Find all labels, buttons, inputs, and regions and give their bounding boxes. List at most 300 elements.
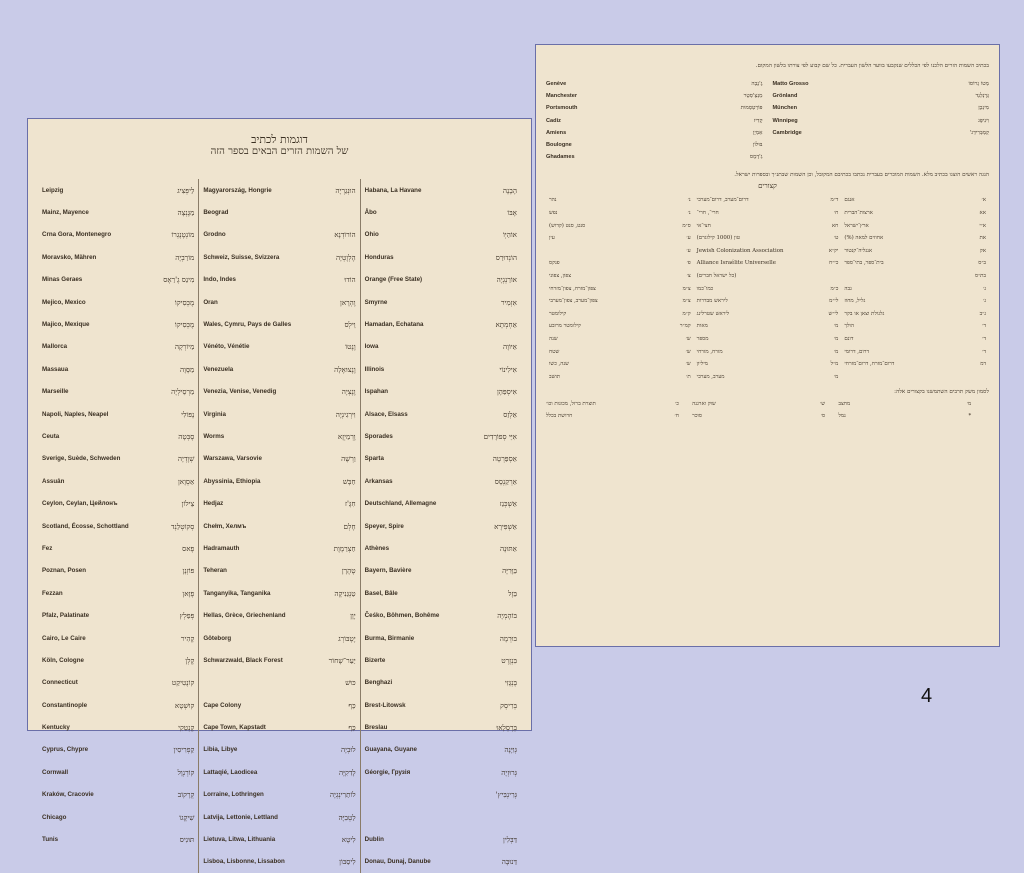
place-hebrew-name: קוּשְׁטָא	[174, 700, 195, 710]
abbreviation-row	[549, 333, 691, 346]
abbreviation-row	[697, 370, 839, 383]
place-row	[365, 403, 517, 425]
abbreviation: צ״מ	[682, 285, 691, 292]
place-row	[203, 627, 355, 649]
place-latin-name: Breslau	[364, 724, 388, 732]
place-latin-name: Vénéto, Vénétie	[203, 343, 250, 351]
example-hebrew: גֶ'נֶבָה	[751, 80, 763, 87]
place-hebrew-name: אַלְזַס	[503, 409, 517, 419]
place-hebrew-name: סֶבְּטָה	[178, 431, 195, 441]
place-row	[42, 761, 194, 783]
place-hebrew-name: מַגֶּנְצָה	[177, 208, 195, 218]
place-hebrew-name: אַסְפַּרְטָה	[492, 454, 517, 464]
abbreviation: א׳	[981, 197, 987, 204]
place-row	[42, 492, 194, 514]
abbreviation: כ״מ	[830, 285, 839, 292]
place-hebrew-name: יַעַר־שָׁחוֹר	[328, 655, 356, 665]
abbreviation-meaning: Jewish Colonization Association	[696, 247, 784, 254]
example-row	[773, 90, 990, 102]
place-row	[365, 716, 517, 738]
place-row	[203, 425, 355, 447]
place-latin-name: Cape Colony	[203, 701, 242, 709]
example-latin: Cambridge	[772, 129, 802, 136]
abbreviation: ס׳	[820, 413, 826, 420]
place-latin-name: Grodno	[203, 231, 226, 239]
abbreviation: צ׳	[686, 272, 691, 279]
place-row	[42, 515, 194, 537]
economy-paragraph: לסמון משק תרבים השתמשנו בקצורים אלה:	[894, 388, 989, 395]
place-hebrew-name: דַּנוּבָּה	[501, 857, 517, 867]
place-row	[365, 649, 517, 671]
abbreviation-meaning: גבה	[844, 285, 852, 292]
abbreviation-row	[697, 257, 839, 270]
place-hebrew-name: הָבָנָה	[502, 185, 517, 195]
example-latin: München	[772, 105, 798, 112]
place-hebrew-name: מַיוֹרְקָה	[174, 342, 195, 352]
place-row	[365, 537, 517, 559]
place-row	[365, 179, 517, 201]
abbreviation: את	[979, 235, 987, 242]
abbreviation-row	[697, 333, 839, 346]
place-latin-name: Ohio	[364, 231, 379, 239]
place-row	[203, 269, 355, 291]
place-row	[42, 649, 194, 671]
example-row	[546, 102, 763, 114]
place-hebrew-name: גְּרִינְבִּיץ'	[495, 790, 517, 800]
place-hebrew-name: אָבּוֹ	[507, 208, 517, 218]
example-hebrew: גַ'דָמֶס	[749, 154, 763, 161]
place-latin-name: Constantinople	[42, 701, 88, 709]
example-row	[773, 78, 990, 90]
place-latin-name: Virginia	[203, 410, 226, 418]
place-hebrew-name: בִּנְזֶרְט	[501, 655, 517, 665]
place-row	[203, 828, 355, 850]
place-latin-name: Poznan, Posen	[42, 567, 87, 575]
example-row	[546, 151, 763, 163]
place-latin-name: Mejico, Mexico	[42, 298, 86, 306]
place-hebrew-name: כֵּף	[348, 723, 356, 733]
example-latin: Manchester	[546, 92, 578, 99]
place-hebrew-name: אִילִינוֹי	[499, 364, 517, 374]
place-hebrew-name: לִיסַבּוֹן	[339, 857, 356, 867]
abbreviation-row	[697, 219, 839, 232]
abbreviation-meaning: דרום־מערב, דרום־מערבי	[696, 197, 749, 204]
place-hebrew-name: חַצְרַמָוֶת	[333, 543, 356, 553]
place-latin-name: Fez	[42, 544, 53, 552]
place-latin-name: Kentucky	[42, 724, 70, 732]
place-latin-name: Hadramauth	[203, 544, 240, 552]
example-hebrew: בּוּלוֹן	[752, 142, 763, 149]
abbreviation-row	[697, 358, 839, 371]
place-latin-name: Abyssinia, Ethiopia	[203, 477, 261, 485]
place-hebrew-name: לַיפְּצִיג	[177, 185, 195, 195]
abbreviation: אא	[979, 209, 987, 216]
abbreviation: חא	[831, 222, 839, 229]
abbreviation-meaning: ארצות־הברית	[844, 209, 873, 216]
place-row	[203, 492, 355, 514]
place-hebrew-name: וֶנֶצְיָה	[341, 387, 356, 397]
abbreviation-meaning: דונם	[844, 335, 854, 342]
place-latin-name: Honduras	[364, 253, 394, 261]
place-hebrew-name: אוֹרַנְגְיָה	[496, 275, 517, 285]
place-row	[365, 448, 517, 470]
place-hebrew-name: בַּוָּרִיָּה	[502, 566, 517, 576]
abbreviation: ש׳	[685, 361, 691, 368]
place-hebrew-name: אַשְׁפִּירָא	[494, 521, 517, 531]
abbreviation: ד׳	[982, 323, 987, 330]
abbreviation: כ׳	[675, 400, 679, 407]
abbreviation-meaning: מחצב	[838, 400, 851, 407]
place-latin-name: Burma, Birmanie	[364, 634, 415, 642]
abbreviation-row	[549, 207, 691, 220]
place-hebrew-name: נָפּוֹלִי	[181, 409, 195, 419]
abbreviation-row	[697, 320, 839, 333]
abbreviation-row	[549, 282, 691, 295]
place-latin-name: Oran	[203, 298, 218, 306]
abbreviation-row	[549, 244, 691, 257]
abbreviation: *	[968, 413, 972, 420]
abbreviation-meaning: Alliance Israélite Universelle	[696, 260, 776, 267]
abbreviation: מ׳	[833, 373, 839, 380]
example-row	[546, 127, 763, 139]
place-latin-name: Lorraine, Lothringen	[203, 791, 264, 799]
place-row	[203, 672, 355, 694]
example-row	[546, 90, 763, 102]
place-row	[365, 739, 517, 761]
place-hebrew-name: חִגָּ'ז	[345, 499, 356, 509]
intro-paragraph: בכתיב השמות הזרים הלכנו לפי הכללים שנקבעו בוועד הלשון העברית. כל שם קבוע לפי צורתו בלשון המקום.	[755, 63, 989, 69]
place-latin-name: Lisboa, Lisbonne, Lissabon	[203, 858, 285, 866]
place-hebrew-name: בֶּנְגָּזִי	[504, 678, 517, 688]
place-hebrew-name: קַפְרִיסִין	[173, 745, 195, 755]
place-row	[42, 403, 194, 425]
place-hebrew-name: פֶאס	[182, 543, 195, 553]
abbreviation: ש׳	[685, 348, 691, 355]
abbreviations-column-left	[546, 194, 694, 383]
place-hebrew-name: אִיסְפַּהָן	[496, 387, 517, 397]
place-latin-name: Åbo	[364, 209, 377, 217]
abbreviation-row	[844, 295, 986, 308]
abbreviation-row	[844, 257, 986, 270]
place-latin-name: Benghazi	[364, 679, 393, 687]
place-hebrew-name: גְּוִיָּנָה	[504, 745, 517, 755]
abbreviation-meaning: חרושת בכלל	[546, 413, 573, 420]
place-row	[42, 470, 194, 492]
place-latin-name: Brest-Litowsk	[364, 701, 406, 709]
place-hebrew-name: יֶטֶבּוֹרְג	[338, 633, 356, 643]
place-row	[42, 425, 194, 447]
place-latin-name: Mainz, Mayence	[42, 209, 89, 217]
place-latin-name: Teheran	[203, 567, 227, 575]
abbreviation-row	[697, 270, 839, 283]
abbreviation-meaning: הולך	[844, 323, 854, 330]
abbreviation: פ׳	[686, 260, 691, 267]
abbreviation: כי״ח	[829, 260, 839, 267]
abbreviation-row	[844, 270, 986, 283]
place-row	[203, 649, 355, 671]
abbreviation: ק״מ	[682, 310, 691, 317]
place-latin-name: Tunis	[42, 836, 59, 844]
example-row	[546, 114, 763, 126]
abbreviation-meaning: צפון־מזרח, צפון־מזרחי	[549, 285, 596, 292]
place-row	[42, 604, 194, 626]
place-hebrew-name: פּוֹזְנָן	[182, 566, 195, 576]
place-latin-name: Libia, Libye	[203, 746, 238, 754]
place-latin-name: Basel, Bâle	[364, 589, 398, 597]
place-row	[365, 358, 517, 380]
abbreviation-row	[549, 270, 691, 283]
place-latin-name: Arkansas	[364, 477, 393, 485]
slide-page-number: 4	[921, 685, 933, 707]
abbreviation: ד״מ	[830, 197, 839, 204]
example-latin: Genève	[546, 80, 567, 87]
example-hebrew: מַטוֹ גְרוֹסוֹ	[968, 80, 989, 87]
abbreviation-meaning: צפון־מערב, צפון־מערבי	[549, 298, 598, 305]
abbreviation: ד׳	[982, 348, 987, 355]
example-latin: Cadiz	[546, 117, 561, 124]
abbreviation: ד׳	[982, 335, 987, 342]
place-row	[203, 716, 355, 738]
place-hebrew-name: קֶלְן	[185, 655, 195, 665]
place-row	[42, 806, 194, 828]
abbreviation: ח׳	[833, 209, 839, 216]
abbreviation: מ׳	[833, 335, 839, 342]
place-row	[203, 470, 355, 492]
abbreviation-meaning: טון (1000 קילוגרם)	[696, 235, 741, 242]
example-latin: Ghadames	[546, 154, 575, 161]
place-latin-name: Sporades	[364, 432, 393, 440]
abbreviation-meaning: דרום־מזרח, דרום־מזרחי	[844, 361, 895, 368]
abbreviation: ג׳	[982, 298, 987, 305]
place-latin-name: Warszawa, Varsovie	[203, 455, 262, 463]
place-latin-name: Marseille	[42, 388, 69, 396]
place-latin-name: Lattaqié, Laodicea	[203, 768, 258, 776]
abbreviation-row	[549, 358, 691, 371]
place-hebrew-name: יָוָן	[350, 611, 356, 621]
place-latin-name: Tanganyika, Tanganika	[203, 589, 271, 597]
place-hebrew-name: וִירְגִינְיָה	[335, 409, 356, 419]
place-latin-name: Guayana, Guyane	[364, 746, 417, 754]
example-latin: Matto Grosso	[772, 80, 809, 87]
abbreviation-row	[844, 244, 986, 257]
abbreviation: ע׳	[686, 247, 691, 254]
abbreviation: מ׳	[966, 400, 972, 407]
abbreviation-meaning: שטח	[549, 348, 560, 355]
place-latin-name: Cape Town, Kapstadt	[203, 724, 266, 732]
place-hebrew-name: בּוֹהֶמְיָה	[497, 611, 517, 621]
place-row	[203, 604, 355, 626]
place-latin-name: Scotland, Écosse, Schottland	[42, 522, 129, 530]
place-row	[365, 269, 517, 291]
place-row	[42, 627, 194, 649]
abbreviation-meaning: דרום, דרומי	[844, 348, 869, 355]
abbreviation-meaning: ליראש שטרלינג	[696, 310, 730, 317]
abbreviation-meaning: קילומטר	[549, 310, 567, 317]
abbreviation-row	[549, 232, 691, 245]
place-latin-name: Crna Gora, Montenegro	[42, 231, 112, 239]
place-latin-name: Indo, Indes	[203, 276, 236, 284]
economy-abbreviation-row	[838, 410, 971, 423]
place-latin-name: Bizerte	[364, 656, 386, 664]
abbreviation-row	[549, 257, 691, 270]
abbreviation-meaning: אנגליה־קנטור	[844, 247, 873, 254]
place-row	[365, 761, 517, 783]
abbreviation-meaning: אחוזים למאה (%)	[844, 235, 884, 242]
place-row	[365, 582, 517, 604]
place-hebrew-name: כּוּשׁ	[345, 678, 356, 688]
place-latin-name: Cyprus, Chypre	[42, 746, 89, 754]
abbreviation: דמ	[980, 361, 987, 368]
abbreviation: ג׳	[982, 285, 987, 292]
place-latin-name: Smyrne	[364, 298, 388, 306]
abbreviation: לי״מ	[829, 298, 839, 305]
place-row	[365, 336, 517, 358]
place-latin-name: Speyer, Spire	[364, 522, 404, 530]
place-row	[365, 851, 517, 873]
place-latin-name: Sparta	[364, 455, 384, 463]
place-hebrew-name: בְּרִיסְק	[500, 700, 517, 710]
abbreviation: יק״א	[828, 247, 839, 254]
economy-abbreviation-row	[546, 397, 679, 410]
place-hebrew-name: מֶכְּסִיקוֹ	[174, 297, 195, 307]
abbreviation-row	[844, 282, 986, 295]
place-latin-name: Mallorca	[42, 343, 68, 351]
place-row	[42, 448, 194, 470]
place-latin-name: Moravsko, Mähren	[42, 253, 97, 261]
abbreviation-row	[549, 345, 691, 358]
abbreviation-meaning: גלגולת וצאן או בקר	[844, 310, 885, 317]
abbreviation: ס״מ	[682, 222, 691, 229]
place-column	[198, 179, 359, 873]
example-hebrew: פּוֹרְטְסְמוּת	[740, 105, 763, 112]
abbreviation-meaning: מספר	[696, 335, 709, 342]
place-row	[42, 358, 194, 380]
example-hebrew: קָדִיז	[753, 117, 763, 124]
place-hebrew-name: אוֹהַיְוֹ	[502, 230, 517, 240]
abbreviation-meaning: נהר	[549, 197, 557, 204]
place-row	[42, 828, 194, 850]
abbreviation-meaning: שוק וארגנה	[692, 400, 716, 407]
place-latin-name: Habana, La Havane	[364, 186, 422, 194]
place-row	[203, 537, 355, 559]
abbreviation-row	[844, 232, 986, 245]
place-row	[365, 425, 517, 447]
abbreviation-row	[844, 320, 986, 333]
place-latin-name: Beograd	[203, 209, 229, 217]
abbreviation-row	[549, 307, 691, 320]
place-latin-name: Hamadan, Echatana	[364, 321, 424, 329]
place-row	[42, 739, 194, 761]
place-latin-name: Deutschland, Allemagne	[364, 500, 437, 508]
left-page-subtitle: של השמות הזרים הבאים בספר הזה	[210, 146, 349, 157]
abbreviation: ע׳	[686, 235, 691, 242]
place-row	[365, 492, 517, 514]
abbreviation-meaning: שנה, כשו	[549, 361, 569, 368]
place-row	[203, 582, 355, 604]
place-hebrew-name: מִינַס גֶ'רַאֶס	[163, 275, 195, 285]
place-hebrew-name: אִזְמִיר	[500, 297, 517, 307]
place-latin-name: Alsace, Elsass	[364, 410, 408, 418]
place-row	[365, 470, 517, 492]
place-row	[203, 291, 355, 313]
place-row	[203, 851, 355, 873]
place-hebrew-name: לוֹתַרִינְגְיָה	[329, 790, 356, 800]
abbreviation-meaning: חרי־, חרי־	[696, 209, 719, 216]
place-hebrew-name: אַתּוּנָה	[499, 543, 517, 553]
place-row	[42, 582, 194, 604]
example-latin: Amiens	[546, 129, 567, 136]
abbreviation-meaning: נמל	[838, 413, 846, 420]
place-hebrew-name: קְרָקוֹב	[177, 790, 195, 800]
place-latin-name: Massaua	[42, 365, 69, 373]
abbreviation-row	[549, 194, 691, 207]
place-latin-name: Venezia, Venise, Venedig	[203, 388, 277, 396]
place-row	[203, 403, 355, 425]
place-latin-name: Worms	[203, 432, 225, 440]
place-row	[203, 761, 355, 783]
place-latin-name: Illinois	[364, 365, 385, 373]
place-row	[42, 269, 194, 291]
abbreviation: ח׳	[674, 413, 679, 420]
abbreviations-title: קצורים	[758, 182, 777, 191]
abbreviation-row	[697, 194, 839, 207]
place-hebrew-name: גְּרוּזְיָה	[501, 767, 517, 777]
place-latin-name: Cairo, Le Caire	[42, 634, 86, 642]
place-latin-name: Köln, Cologne	[42, 656, 84, 664]
example-latin: Boulogne	[546, 142, 572, 149]
place-latin-name: Magyarország, Hongrie	[203, 186, 272, 194]
abbreviation-meaning: חצי־אי	[696, 222, 711, 229]
left-page-scan	[27, 118, 532, 867]
place-hebrew-name: הוֹדוּ	[344, 275, 356, 285]
place-latin-name: Athènes	[364, 544, 390, 552]
place-hebrew-name: הוֹנְדוּרַס	[495, 252, 517, 262]
place-hebrew-name: קוֹנֶטִיקַט	[171, 678, 195, 688]
abbreviation: ש׳	[685, 335, 691, 342]
place-row	[365, 515, 517, 537]
place-row	[203, 784, 355, 806]
abbreviation-meaning: תוצרת ברזל, מכונות וכו׳	[546, 400, 596, 407]
example-latin: Portsmouth	[546, 105, 578, 112]
abbreviation-row	[549, 295, 691, 308]
abbreviation: ב״ס	[978, 260, 987, 267]
place-latin-name: Čeśko, Böhmen, Bohême	[364, 612, 440, 620]
abbreviation-meaning: פנקס	[549, 260, 560, 267]
place-hebrew-name: לָדִקִיָּה	[338, 767, 356, 777]
abbreviation-meaning: נפש	[549, 209, 558, 216]
place-hebrew-name: צֵילוֹן	[181, 499, 195, 509]
economy-abbreviation-row	[692, 410, 825, 423]
place-hebrew-name: אַיוֹוָה	[502, 342, 517, 352]
place-latin-name: Hellas, Grèce, Griechenland	[203, 612, 286, 620]
place-hebrew-name: לוּבְיָה	[340, 745, 356, 755]
place-latin-name: Venezuela	[203, 365, 234, 373]
place-row	[42, 313, 194, 335]
place-hebrew-name: תּוּנִיס	[179, 835, 195, 845]
place-latin-name: Sverige, Suède, Schweden	[42, 455, 121, 463]
example-row	[773, 102, 990, 114]
place-row	[203, 179, 355, 201]
place-name-columns	[28, 179, 531, 873]
place-row	[203, 381, 355, 403]
place-latin-name: Iowa	[364, 343, 379, 351]
place-hebrew-name: וֶהְרָאן	[340, 297, 356, 307]
place-hebrew-name: וֶרְמַיְזָא	[337, 431, 356, 441]
place-column	[360, 179, 521, 873]
place-row	[365, 806, 517, 828]
middle-paragraph: הנגה ראשים הוצגו בכתיב מלא. השמות המוכרים בעברית נכתבו בכתיבם המקובל, וכן השמות שבתנ״ך ובספרות ישראל.	[734, 171, 989, 178]
place-hebrew-name: הוֹרוֹדְנָא	[334, 230, 356, 240]
